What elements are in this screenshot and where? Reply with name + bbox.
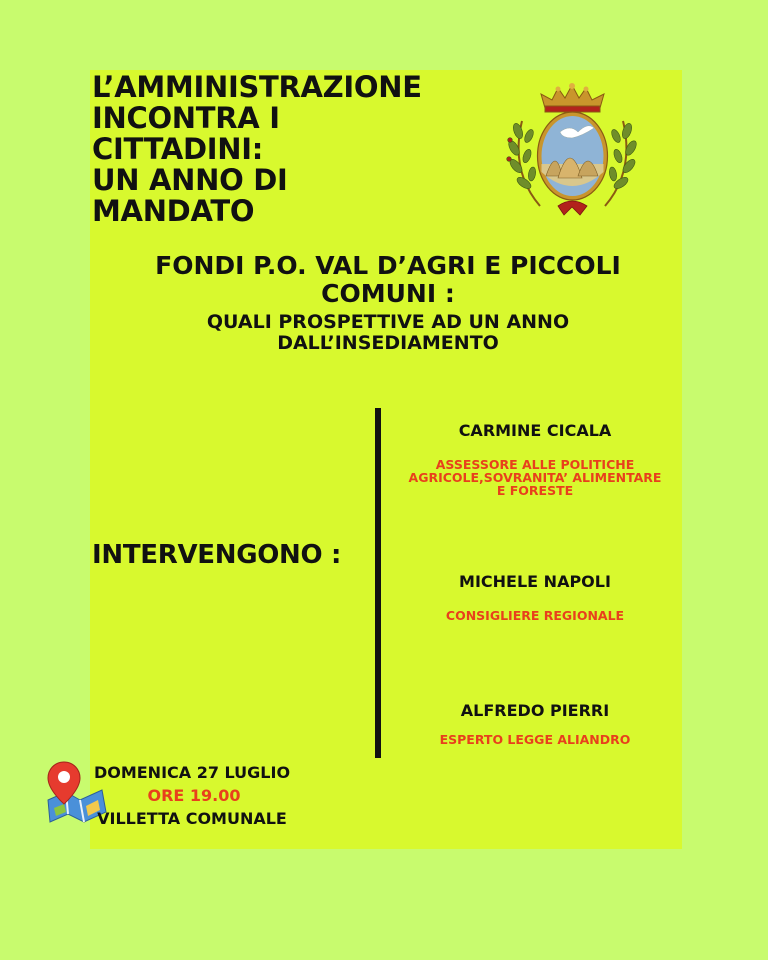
speaker-role-line: CONSIGLIERE REGIONALE	[445, 608, 625, 623]
subtitle-line: DALL’INSEDIAMENTO	[277, 332, 499, 354]
speaker-role-line: ESPERTO LEGGE ALIANDRO	[439, 732, 631, 747]
speaker-pierri	[390, 701, 680, 746]
main-title	[92, 72, 472, 227]
speaker-name: MICHELE NAPOLI	[459, 572, 611, 591]
title-line: L’AMMINISTRAZIONE	[92, 70, 422, 104]
subtitle-block	[92, 252, 684, 354]
event-time: ORE 19.00	[147, 786, 241, 805]
speaker-role	[390, 609, 680, 622]
laurel-left-icon	[507, 121, 540, 206]
laurel-right-icon	[605, 121, 638, 206]
title-line: MANDATO	[92, 194, 255, 228]
speaker-role-line: ASSESSORE ALLE POLITICHE	[435, 457, 635, 472]
speaker-role	[390, 458, 680, 497]
event-place: VILLETTA COMUNALE	[97, 809, 287, 828]
intervengono-label: INTERVENGONO :	[92, 540, 342, 570]
subtitle-line: FONDI P.O. VAL D’AGRI E PICCOLI	[155, 251, 621, 280]
speaker-name: CARMINE CICALA	[458, 421, 612, 440]
title-line: CITTADINI:	[92, 132, 264, 166]
ribbon-icon	[558, 201, 587, 215]
crown-icon	[541, 83, 604, 112]
subtitle-question	[92, 312, 684, 354]
speaker-cicala	[390, 421, 680, 497]
municipal-crest-icon	[500, 76, 645, 221]
event-date: DOMENICA 27 LUGLIO	[93, 763, 291, 782]
title-line: UN ANNO DI	[92, 163, 288, 197]
subtitle-line: QUALI PROSPETTIVE AD UN ANNO	[206, 311, 570, 333]
speaker-name: ALFREDO PIERRI	[460, 701, 610, 720]
speaker-role-line: E FORESTE	[496, 483, 574, 498]
title-line: INCONTRA I	[92, 101, 280, 135]
speaker-napoli	[390, 572, 680, 622]
vertical-divider	[375, 408, 381, 758]
speaker-role-line: AGRICOLE,SOVRANITA’ ALIMENTARE	[408, 470, 662, 485]
subtitle-line: COMUNI :	[321, 279, 455, 308]
speaker-role	[390, 733, 680, 746]
subtitle-heading	[92, 252, 684, 308]
shield-icon	[538, 112, 608, 200]
event-info	[92, 761, 292, 830]
